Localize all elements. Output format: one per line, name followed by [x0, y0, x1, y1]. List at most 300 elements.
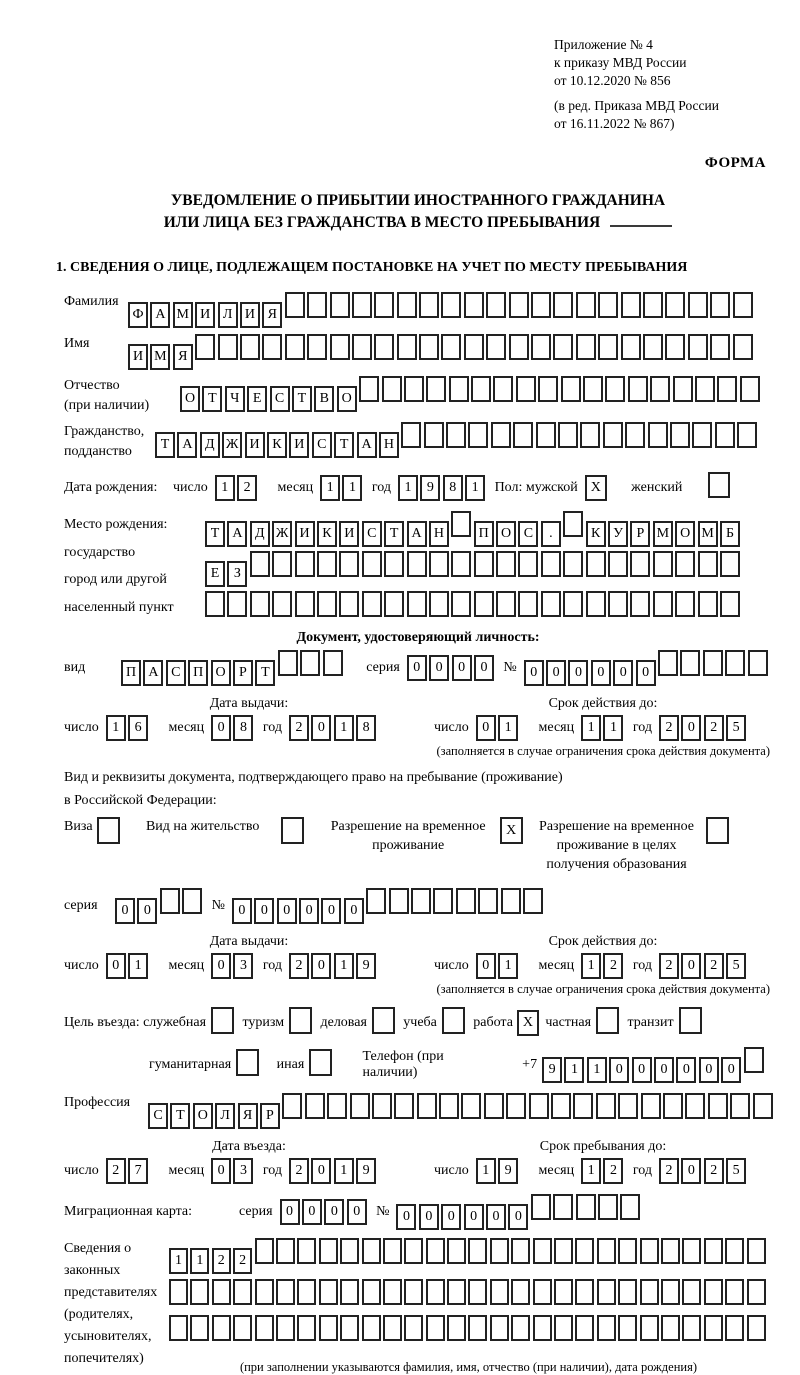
char-cell: Ч [225, 386, 245, 412]
char-cell [725, 1279, 744, 1305]
patronymic-label [64, 376, 180, 416]
name-cells [128, 334, 755, 370]
char-cell: Е [205, 561, 225, 587]
char-cell: 9 [356, 953, 376, 979]
char-cell [725, 1238, 744, 1264]
resident-expiry-day-cells [476, 953, 521, 979]
char-cell: 0 [277, 898, 297, 924]
representatives-label-line4: (родителях, [64, 1307, 134, 1322]
char-cell [446, 422, 466, 448]
char-cell [733, 334, 753, 360]
char-cell: 2 [289, 953, 309, 979]
char-cell [506, 1093, 526, 1119]
char-cell [309, 1049, 332, 1076]
migration-number-label: № [376, 1204, 390, 1219]
char-cell: Д [200, 432, 220, 458]
month-label: месяц [538, 720, 575, 735]
char-cell: 0 [681, 1158, 701, 1184]
birth-month-label: месяц [277, 479, 314, 495]
representatives-label-line3: представителях [64, 1285, 158, 1300]
profession-cells [148, 1093, 775, 1129]
char-cell: 2 [233, 1248, 252, 1274]
day-label: число [434, 958, 469, 973]
char-cell [300, 650, 320, 676]
purpose-work-label: работа [473, 1015, 513, 1030]
char-cell [276, 1238, 295, 1264]
char-cell [478, 888, 498, 914]
year-label: год [262, 958, 282, 973]
phone-cells [542, 1047, 766, 1083]
purpose-humanitarian-label: гуманитарная [149, 1057, 232, 1072]
legal-line: от 16.11.2022 № 867) [554, 116, 675, 131]
year-label: год [632, 720, 652, 735]
char-cell [747, 1279, 766, 1305]
birth-month-cells [320, 475, 365, 501]
char-cell [698, 591, 718, 617]
char-cell [389, 888, 409, 914]
char-cell [447, 1315, 466, 1341]
char-cell [575, 1279, 594, 1305]
char-cell [160, 888, 180, 914]
char-cell [586, 551, 606, 577]
char-cell: 0 [452, 655, 472, 681]
char-cell [486, 292, 506, 318]
char-cell: Т [384, 521, 404, 547]
year-label: год [632, 958, 652, 973]
field-row-birth-place [64, 511, 772, 622]
char-cell: 0 [396, 1204, 416, 1230]
char-cell: П [188, 660, 208, 686]
legal-line: (в ред. Приказа МВД России [554, 98, 719, 113]
char-cell: У [608, 521, 628, 547]
month-label: месяц [168, 720, 205, 735]
char-cell [640, 1315, 659, 1341]
char-cell: 0 [721, 1057, 741, 1083]
char-cell: Р [260, 1103, 280, 1129]
char-cell [240, 334, 260, 360]
surname-label: Фамилия [64, 294, 119, 309]
day-label: число [64, 720, 99, 735]
resident-expiry-header: Срок действия до: [548, 934, 658, 949]
char-cell: 1 [334, 715, 354, 741]
field-row-profession [64, 1093, 772, 1129]
char-cell: К [317, 521, 337, 547]
id-doc-type-label: вид [64, 660, 86, 675]
char-cell: 0 [280, 1199, 300, 1225]
char-cell [339, 591, 359, 617]
year-label: год [262, 1163, 282, 1178]
birth-place-row1 [205, 511, 742, 547]
birth-day-label: число [173, 479, 208, 495]
char-cell [596, 1007, 619, 1034]
legal-line: от 10.12.2020 № 856 [554, 73, 671, 88]
char-cell [404, 1238, 423, 1264]
char-cell: 0 [486, 1204, 506, 1230]
char-cell: П [121, 660, 141, 686]
char-cell [621, 292, 641, 318]
char-cell [285, 292, 305, 318]
char-cell [468, 1279, 487, 1305]
char-cell [730, 1093, 750, 1119]
char-cell: 0 [476, 715, 496, 741]
migration-number-cells [396, 1194, 642, 1230]
form-title [64, 190, 772, 234]
char-cell [538, 376, 558, 402]
char-cell [439, 1093, 459, 1119]
char-cell: Ж [272, 521, 292, 547]
char-cell: 0 [699, 1057, 719, 1083]
day-label: число [434, 1163, 469, 1178]
char-cell: 0 [321, 898, 341, 924]
id-doc-expiry-header: Срок действия до: [548, 696, 658, 711]
id-doc-series-cells [407, 655, 497, 681]
form-title-line2 [64, 212, 772, 234]
field-row-patronymic [64, 376, 772, 416]
char-cell [97, 817, 120, 844]
entry-day-cells [106, 1158, 151, 1184]
char-cell: И [295, 521, 315, 547]
char-cell: Р [233, 660, 253, 686]
char-cell: 2 [603, 953, 623, 979]
legal-line: к приказу МВД России [554, 55, 687, 70]
phone-label: Телефон (при наличии) [362, 1049, 444, 1080]
char-cell: И [128, 344, 148, 370]
char-cell [704, 1279, 723, 1305]
char-cell [509, 292, 529, 318]
char-cell: О [675, 521, 695, 547]
entry-dates-row [64, 1158, 772, 1184]
char-cell: 0 [137, 898, 157, 924]
char-cell [641, 1093, 661, 1119]
char-cell [464, 334, 484, 360]
char-cell: 8 [233, 715, 253, 741]
char-cell: 1 [169, 1248, 188, 1274]
char-cell: 0 [211, 953, 231, 979]
char-cell [468, 1315, 487, 1341]
char-cell [511, 1238, 530, 1264]
char-cell: 5 [726, 1158, 746, 1184]
char-cell: 0 [508, 1204, 528, 1230]
id-doc-number-cells [524, 650, 770, 686]
entry-purpose-label: Цель въезда: служебная [64, 1015, 207, 1030]
char-cell: Т [170, 1103, 190, 1129]
char-cell [695, 376, 715, 402]
char-cell [704, 1238, 723, 1264]
char-cell: 0 [302, 1199, 322, 1225]
char-cell: Ж [222, 432, 242, 458]
id-doc-issue-year-cells [289, 715, 379, 741]
char-cell: 0 [211, 715, 231, 741]
char-cell [404, 1279, 423, 1305]
char-cell [297, 1279, 316, 1305]
char-cell [621, 334, 641, 360]
char-cell [449, 376, 469, 402]
char-cell: 0 [407, 655, 427, 681]
patronymic-label-line2: (при наличии) [64, 398, 150, 413]
char-cell [297, 1315, 316, 1341]
purpose-transit-label: транзит [627, 1015, 674, 1030]
char-cell [441, 334, 461, 360]
char-cell: 0 [609, 1057, 629, 1083]
char-cell [580, 422, 600, 448]
birth-place-label-line4: населенный пункт [64, 599, 174, 615]
char-cell: Я [173, 344, 193, 370]
char-cell [404, 376, 424, 402]
char-cell: 1 [603, 715, 623, 741]
char-cell [182, 888, 202, 914]
id-doc-type-cells [121, 650, 345, 686]
stay-month-cells [581, 1158, 626, 1184]
char-cell [362, 591, 382, 617]
char-cell [558, 422, 578, 448]
char-cell [710, 334, 730, 360]
char-cell [281, 817, 304, 844]
char-cell [218, 334, 238, 360]
char-cell [442, 1007, 465, 1034]
migration-series-cells [280, 1199, 370, 1225]
char-cell [212, 1315, 231, 1341]
char-cell [541, 551, 561, 577]
char-cell [471, 376, 491, 402]
field-row-migration-card [64, 1194, 772, 1230]
purpose-other-checkbox [309, 1049, 334, 1081]
char-cell [511, 1279, 530, 1305]
resident-expiry-note: (заполняется в случае ограничения срока действия документа) [436, 982, 770, 996]
char-cell [640, 1238, 659, 1264]
char-cell [340, 1279, 359, 1305]
char-cell [374, 292, 394, 318]
char-cell [692, 422, 712, 448]
char-cell: 1 [398, 475, 418, 501]
rvp-label-line1: Разрешение на временное [330, 819, 486, 834]
char-cell [490, 1238, 509, 1264]
id-doc-issue-day-cells [106, 715, 151, 741]
migration-card-label: Миграционная карта: [64, 1204, 193, 1219]
char-cell: А [357, 432, 377, 458]
id-doc-expiry-date [434, 715, 751, 741]
rvp-edu-option [539, 817, 731, 874]
char-cell [576, 1194, 596, 1220]
char-cell [553, 292, 573, 318]
char-cell [340, 1238, 359, 1264]
char-cell [608, 591, 628, 617]
resident-expiry-month-cells [581, 953, 626, 979]
char-cell: 9 [498, 1158, 518, 1184]
char-cell [661, 1279, 680, 1305]
legal-reference [554, 36, 772, 133]
char-cell: В [314, 386, 334, 412]
representatives-row2 [169, 1279, 768, 1310]
char-cell [319, 1238, 338, 1264]
char-cell [575, 1238, 594, 1264]
char-cell [419, 334, 439, 360]
char-cell: К [267, 432, 287, 458]
resident-issue-header: Дата выдачи: [209, 934, 289, 949]
char-cell [366, 888, 386, 914]
resident-number-label: № [211, 898, 225, 913]
char-cell [747, 1238, 766, 1264]
char-cell [608, 551, 628, 577]
surname-cells [128, 292, 755, 328]
char-cell: И [240, 302, 260, 328]
char-cell [451, 591, 471, 617]
char-cell [394, 1093, 414, 1119]
char-cell: 1 [564, 1057, 584, 1083]
char-cell [665, 292, 685, 318]
char-cell [490, 1279, 509, 1305]
char-cell [491, 422, 511, 448]
resident-issue-month-cells [211, 953, 256, 979]
char-cell: А [177, 432, 197, 458]
char-cell: 0 [106, 953, 126, 979]
citizenship-label-line2: подданство [64, 444, 132, 459]
birth-place-label-line1: Место рождения: [64, 517, 168, 532]
patronymic-cells [180, 376, 762, 412]
char-cell [536, 422, 556, 448]
citizenship-cells [155, 422, 760, 458]
birth-place-rows [205, 511, 742, 622]
field-row-birth-date [64, 472, 772, 503]
char-cell [397, 292, 417, 318]
char-cell [362, 1238, 381, 1264]
char-cell [407, 551, 427, 577]
char-cell [725, 1315, 744, 1341]
char-cell: 0 [681, 953, 701, 979]
char-cell [255, 1315, 274, 1341]
char-cell [278, 650, 298, 676]
char-cell: 1 [465, 475, 485, 501]
char-cell [317, 591, 337, 617]
char-cell: 0 [476, 953, 496, 979]
purpose-work-checkbox [517, 1010, 541, 1036]
char-cell [518, 591, 538, 617]
char-cell [661, 1238, 680, 1264]
char-cell [441, 292, 461, 318]
char-cell [597, 1315, 616, 1341]
char-cell [554, 1315, 573, 1341]
char-cell: Л [218, 302, 238, 328]
char-cell [658, 650, 678, 676]
char-cell [717, 376, 737, 402]
char-cell [706, 817, 729, 844]
representatives-rows [169, 1238, 768, 1375]
char-cell [688, 292, 708, 318]
char-cell [501, 888, 521, 914]
char-cell [339, 551, 359, 577]
char-cell [640, 1279, 659, 1305]
char-cell [190, 1315, 209, 1341]
char-cell: 1 [334, 1158, 354, 1184]
visa-label: Виза [64, 819, 93, 834]
resident-number-cells [232, 888, 545, 924]
char-cell: 1 [581, 953, 601, 979]
char-cell [340, 1315, 359, 1341]
purpose-tourism-checkbox [289, 1007, 314, 1039]
char-cell [468, 1238, 487, 1264]
char-cell: 0 [568, 660, 588, 686]
char-cell [404, 1315, 423, 1341]
char-cell: С [148, 1103, 168, 1129]
char-cell [426, 376, 446, 402]
char-cell: 1 [190, 1248, 209, 1274]
char-cell: 2 [212, 1248, 231, 1274]
char-cell: 1 [581, 715, 601, 741]
char-cell: А [227, 521, 247, 547]
resident-issue-date [64, 953, 434, 979]
sex-label: Пол: мужской [494, 479, 578, 495]
id-doc-issue-month-cells [211, 715, 256, 741]
representatives-label [64, 1238, 169, 1370]
char-cell [531, 334, 551, 360]
resident-issue-day-cells [106, 953, 151, 979]
char-cell: 1 [587, 1057, 607, 1083]
id-doc-heading: Документ, удостоверяющий личность: [296, 630, 540, 645]
char-cell: 0 [254, 898, 274, 924]
year-label: год [632, 1163, 652, 1178]
char-cell: 6 [128, 715, 148, 741]
char-cell: 0 [441, 1204, 461, 1230]
char-cell [720, 551, 740, 577]
char-cell [725, 650, 745, 676]
visa-checkbox [97, 817, 122, 849]
char-cell: Р [630, 521, 650, 547]
char-cell: 1 [476, 1158, 496, 1184]
forma-label: ФОРМА [704, 155, 766, 171]
entry-date [64, 1158, 434, 1184]
char-cell [653, 591, 673, 617]
patronymic-label-line1: Отчество [64, 378, 120, 393]
birth-date-label: Дата рождения: [64, 479, 158, 495]
representatives-label-line5: усыновителях, [64, 1329, 152, 1344]
char-cell: С [518, 521, 538, 547]
char-cell [554, 1279, 573, 1305]
char-cell: О [496, 521, 516, 547]
field-row-citizenship [64, 422, 772, 462]
id-doc-expiry-note: (заполняется в случае ограничения срока действия документа) [436, 744, 770, 758]
char-cell [397, 334, 417, 360]
char-cell: И [245, 432, 265, 458]
char-cell [411, 888, 431, 914]
char-cell [704, 1315, 723, 1341]
char-cell: 2 [603, 1158, 623, 1184]
resident-series-cells [115, 888, 205, 924]
char-cell: 8 [443, 475, 463, 501]
char-cell [419, 292, 439, 318]
char-cell [285, 334, 305, 360]
char-cell [474, 551, 494, 577]
char-cell: 0 [419, 1204, 439, 1230]
purpose-commercial-checkbox [372, 1007, 397, 1039]
char-cell [262, 334, 282, 360]
char-cell [733, 292, 753, 318]
char-cell [661, 1315, 680, 1341]
char-cell [295, 551, 315, 577]
char-cell [533, 1238, 552, 1264]
char-cell: 1 [342, 475, 362, 501]
char-cell [603, 422, 623, 448]
char-cell: 0 [636, 660, 656, 686]
char-cell [523, 888, 543, 914]
birth-place-label [64, 511, 205, 621]
title-blank-underline [610, 212, 672, 227]
char-cell: 0 [524, 660, 544, 686]
char-cell: 0 [115, 898, 135, 924]
char-cell [374, 334, 394, 360]
field-row-surname [64, 292, 772, 328]
representatives-note: (при заполнении указываются фамилия, имя, отчество (при наличии), дата рождения) [239, 1360, 697, 1374]
char-cell [464, 292, 484, 318]
char-cell [233, 1279, 252, 1305]
